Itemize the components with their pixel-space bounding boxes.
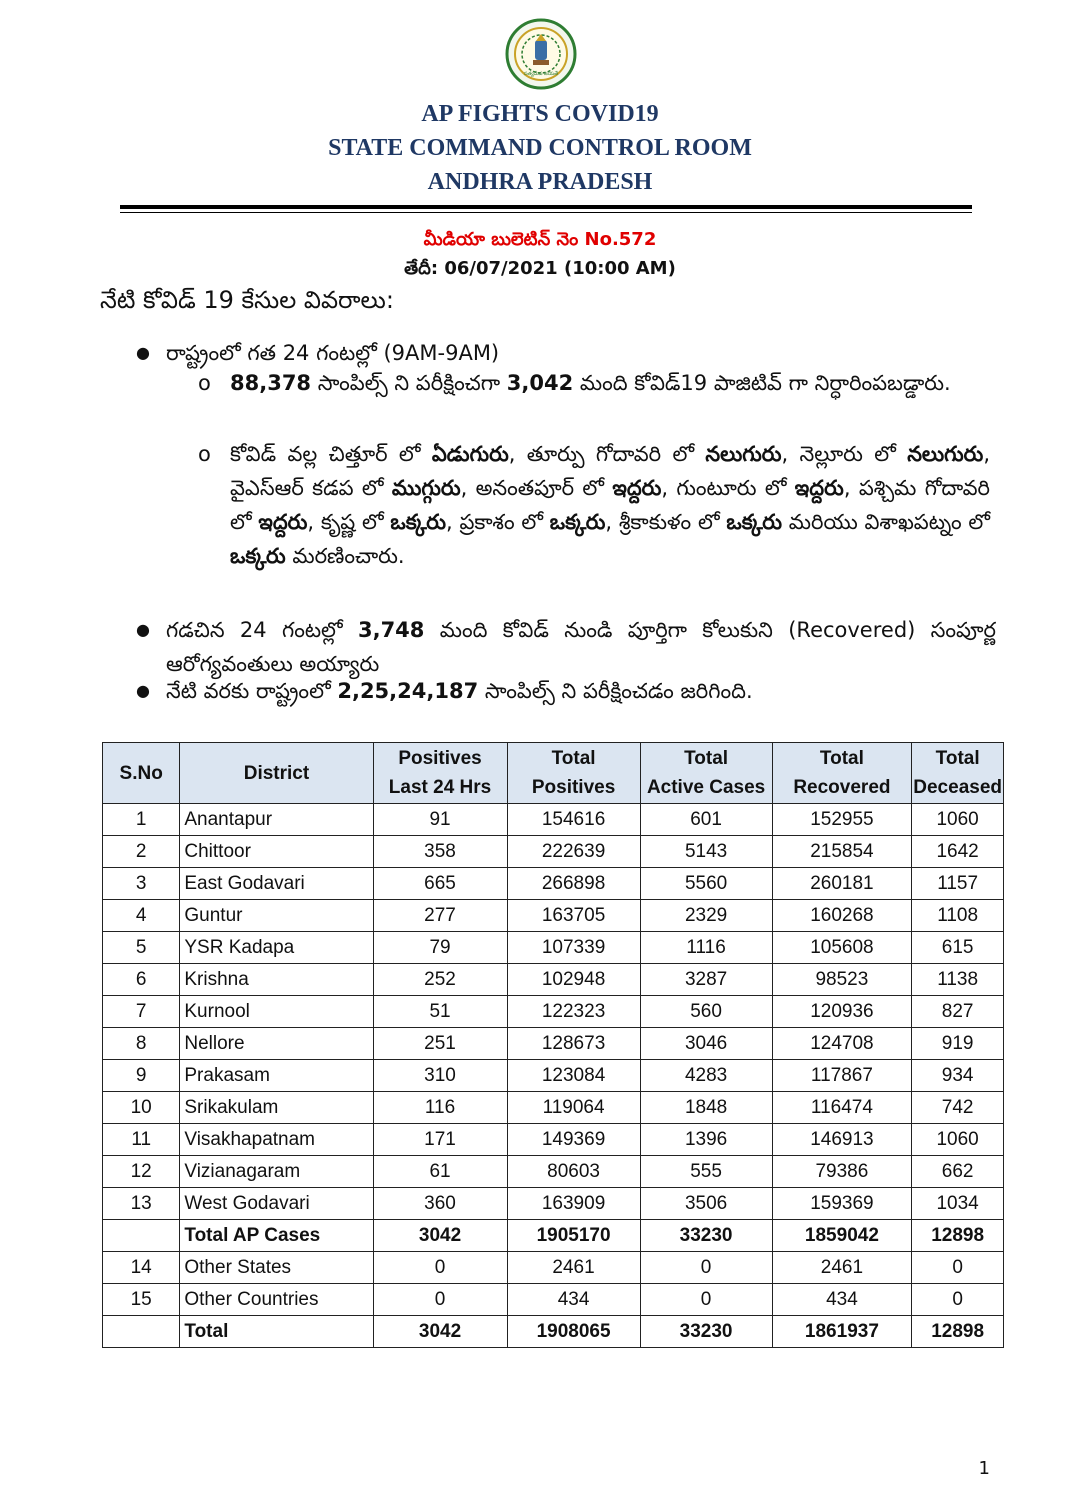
cell-ac: 5143: [640, 836, 772, 868]
table-row: [103, 1028, 1004, 1060]
table-row: [103, 996, 1004, 1028]
header-line: Total: [684, 748, 729, 769]
cell-sno: 15: [103, 1284, 180, 1316]
date-label: తేదీ: [404, 258, 431, 279]
cell-rc: 159369: [772, 1188, 912, 1220]
header-line: Positives: [531, 777, 616, 798]
sub-bullet-samples: [198, 366, 990, 400]
total-samples-count: 2,25,24,187: [337, 679, 479, 703]
cell-ac: 3506: [640, 1188, 772, 1220]
cell-district: Guntur: [180, 900, 373, 932]
cell-rc: 1861937: [772, 1316, 912, 1348]
sub-text: , కృష్ణ లో: [307, 510, 391, 534]
bullet-text: సాంపిల్స్ ని పరీక్షించడం జరిగింది.: [478, 679, 753, 703]
cell-district: Visakhapatnam: [180, 1124, 373, 1156]
cell-rc: 79386: [772, 1156, 912, 1188]
death-count: ఏడుగురు: [431, 442, 509, 466]
table-row: [103, 804, 1004, 836]
bullet-24hrs: [136, 336, 996, 370]
cell-dc: 0: [912, 1252, 1004, 1284]
cell-tp: 2461: [507, 1252, 640, 1284]
cell-dc: 1138: [912, 964, 1004, 996]
cell-sno: [103, 1316, 180, 1348]
cell-rc: 146913: [772, 1124, 912, 1156]
cell-p24: 251: [373, 1028, 507, 1060]
cell-sno: 12: [103, 1156, 180, 1188]
cell-district: Total: [180, 1316, 373, 1348]
table-row: [103, 1284, 1004, 1316]
seal-motto: సత్యమేవ జయతే: [523, 71, 559, 77]
header-line: Active Cases: [646, 777, 766, 798]
col-recovered: [772, 743, 912, 804]
cell-district: Prakasam: [180, 1060, 373, 1092]
death-count: ముగ్గురు: [391, 476, 461, 500]
cell-dc: 1642: [912, 836, 1004, 868]
cell-sno: 3: [103, 868, 180, 900]
bullet-text: గడచిన 24 గంటల్లో: [166, 618, 358, 642]
cell-ac: 3046: [640, 1028, 772, 1060]
header-rule-thin: [120, 212, 972, 213]
col-deceased: [912, 743, 1004, 804]
bulletin-date: [0, 258, 1080, 283]
header-line: Total: [935, 748, 980, 769]
bullet-text: నేటి వరకు రాష్ట్రంలో: [166, 679, 338, 703]
cell-rc: 1859042: [772, 1220, 912, 1252]
cell-ac: 3287: [640, 964, 772, 996]
cell-p24: 358: [373, 836, 507, 868]
cell-p24: 310: [373, 1060, 507, 1092]
cell-district: Krishna: [180, 964, 373, 996]
ap-government-seal: [505, 18, 577, 90]
cell-dc: 12898: [912, 1220, 1004, 1252]
cell-dc: 12898: [912, 1316, 1004, 1348]
col-active-cases: [640, 743, 772, 804]
cell-district: Other Countries: [180, 1284, 373, 1316]
cell-ac: 0: [640, 1284, 772, 1316]
cell-sno: 9: [103, 1060, 180, 1092]
cell-ac: 1848: [640, 1092, 772, 1124]
death-count: ఇద్దరు: [794, 476, 844, 500]
header-line: Recovered: [793, 777, 891, 798]
cell-p24: 61: [373, 1156, 507, 1188]
cell-tp: 107339: [507, 932, 640, 964]
bullet-text: రాష్ట్రంలో గత 24 గంటల్లో (9AM-9AM): [166, 341, 500, 365]
cell-p24: 277: [373, 900, 507, 932]
col-sno: S.No: [103, 743, 180, 804]
cell-tp: 128673: [507, 1028, 640, 1060]
sub-bullet-deaths: [198, 437, 991, 573]
cell-tp: 123084: [507, 1060, 640, 1092]
cell-tp: 80603: [507, 1156, 640, 1188]
district-cases-table: [102, 742, 1004, 1348]
cell-dc: 615: [912, 932, 1004, 964]
cell-dc: 919: [912, 1028, 1004, 1060]
cell-ac: 555: [640, 1156, 772, 1188]
cell-rc: 160268: [772, 900, 912, 932]
cell-sno: 4: [103, 900, 180, 932]
cell-dc: 1034: [912, 1188, 1004, 1220]
cell-dc: 1060: [912, 1124, 1004, 1156]
cell-rc: 215854: [772, 836, 912, 868]
cell-sno: [103, 1220, 180, 1252]
cell-p24: 0: [373, 1284, 507, 1316]
bullet-recovered: [136, 613, 996, 681]
sub-text: మరియు విశాఖపట్నం లో: [782, 510, 991, 534]
sub-text: , వైఎస్ఆర్ కడప లో: [230, 442, 990, 500]
cell-tp: 119064: [507, 1092, 640, 1124]
cell-rc: 117867: [772, 1060, 912, 1092]
cell-dc: 1108: [912, 900, 1004, 932]
cell-p24: 51: [373, 996, 507, 1028]
bulletin-title: మీడియా బులెటిన్ నెం No.572: [423, 229, 657, 250]
cell-ac: 560: [640, 996, 772, 1028]
death-count: ఒక్కరు: [726, 510, 783, 534]
sub-text: సాంపిల్స్ ని పరీక్షించగా: [311, 371, 507, 395]
cell-rc: 98523: [772, 964, 912, 996]
table-header-row: [103, 743, 1004, 804]
cell-tp: 266898: [507, 868, 640, 900]
cell-p24: 3042: [373, 1220, 507, 1252]
bullet-text: మంది కోవిడ్ నుండి పూర్తిగా కోలుకుని (Recovered) సంపూర్ణ ఆరోగ్యవంతులు అయ్యారు: [166, 618, 996, 676]
cell-p24: 3042: [373, 1316, 507, 1348]
cell-rc: 2461: [772, 1252, 912, 1284]
death-count: ఒక్కరు: [549, 510, 606, 534]
table-row: [103, 1092, 1004, 1124]
sub-text: , తూర్పు గోదావరి లో: [508, 442, 706, 466]
col-district: District: [180, 743, 373, 804]
bullet-dot-icon: ●: [136, 620, 150, 639]
cell-tp: 1908065: [507, 1316, 640, 1348]
cell-ac: 5560: [640, 868, 772, 900]
death-count: నలుగురు: [907, 442, 984, 466]
table-row: [103, 1124, 1004, 1156]
cell-dc: 742: [912, 1092, 1004, 1124]
table-row: [103, 964, 1004, 996]
header-line: Total: [551, 748, 596, 769]
samples-count: 88,378: [230, 371, 312, 395]
cell-p24: 79: [373, 932, 507, 964]
cell-rc: 120936: [772, 996, 912, 1028]
sub-text: , ప్రకాశం లో: [446, 510, 550, 534]
cell-sno: 2: [103, 836, 180, 868]
cell-ac: 33230: [640, 1316, 772, 1348]
cell-dc: 934: [912, 1060, 1004, 1092]
cell-p24: 171: [373, 1124, 507, 1156]
sub-text: , అనంతపూర్ లో: [460, 476, 613, 500]
cell-tp: 222639: [507, 836, 640, 868]
sub-text: కోవిడ్ వల్ల చిత్తూర్ లో: [230, 442, 432, 466]
cell-tp: 154616: [507, 804, 640, 836]
cell-dc: 1060: [912, 804, 1004, 836]
death-count: ఒక్కరు: [230, 544, 286, 568]
sub-text: , పశ్చిమ గోదావరి లో: [230, 476, 990, 534]
cell-tp: 434: [507, 1284, 640, 1316]
header-rule: [120, 205, 972, 209]
sub-text: , నెల్లూరు లో: [781, 442, 908, 466]
bullet-dot-icon: ●: [136, 681, 150, 700]
cell-sno: 8: [103, 1028, 180, 1060]
cell-ac: 1116: [640, 932, 772, 964]
cell-tp: 163705: [507, 900, 640, 932]
sub-bullet-marker: o: [198, 442, 211, 466]
death-count: నలుగురు: [705, 442, 782, 466]
bullet-dot-icon: ●: [136, 343, 150, 362]
sub-text: , శ్రీకాకుళం లో: [605, 510, 727, 534]
header-line-3: ANDHRA PRADESH: [427, 169, 653, 195]
sub-bullet-marker: o: [198, 371, 211, 395]
cell-district: Kurnool: [180, 996, 373, 1028]
cell-rc: 124708: [772, 1028, 912, 1060]
table-row: [103, 1252, 1004, 1284]
bullet-samples-total: [136, 674, 996, 708]
cell-district: Anantapur: [180, 804, 373, 836]
section-heading: నేటి కోవిడ్ 19 కేసుల వివరాలు:: [100, 286, 394, 314]
cell-dc: 1157: [912, 868, 1004, 900]
cell-p24: 91: [373, 804, 507, 836]
cell-district: Total AP Cases: [180, 1220, 373, 1252]
cell-sno: 10: [103, 1092, 180, 1124]
cell-district: Chittoor: [180, 836, 373, 868]
cell-rc: 105608: [772, 932, 912, 964]
cell-dc: 0: [912, 1284, 1004, 1316]
cell-tp: 1905170: [507, 1220, 640, 1252]
positives-count: 3,042: [506, 371, 574, 395]
cell-tp: 149369: [507, 1124, 640, 1156]
page-number: 1: [978, 1458, 990, 1479]
cell-tp: 102948: [507, 964, 640, 996]
cell-district: Nellore: [180, 1028, 373, 1060]
sub-text: మరణించారు.: [285, 544, 405, 568]
cell-p24: 252: [373, 964, 507, 996]
sub-text: మంది కోవిడ్19 పాజిటివ్ గా నిర్ధారింపబడ్డారు.: [573, 371, 951, 395]
cell-district: East Godavari: [180, 868, 373, 900]
cell-sno: 1: [103, 804, 180, 836]
cell-ac: 601: [640, 804, 772, 836]
recovered-count: 3,748: [357, 618, 425, 642]
cell-dc: 827: [912, 996, 1004, 1028]
cell-district: Srikakulam: [180, 1092, 373, 1124]
cell-p24: 116: [373, 1092, 507, 1124]
cell-ac: 0: [640, 1252, 772, 1284]
cell-p24: 665: [373, 868, 507, 900]
death-count: ఇద్దరు: [612, 476, 662, 500]
cell-sno: 5: [103, 932, 180, 964]
cell-tp: 122323: [507, 996, 640, 1028]
header-line: Deceased: [913, 777, 1002, 798]
header-line: Total: [819, 748, 864, 769]
col-positives-24h: [373, 743, 507, 804]
cell-sno: 11: [103, 1124, 180, 1156]
table-row: [103, 1220, 1004, 1252]
date-value: : 06/07/2021 (10:00 AM): [430, 258, 676, 279]
header-line: Last 24 Hrs: [388, 777, 492, 798]
cell-dc: 662: [912, 1156, 1004, 1188]
table-row: [103, 932, 1004, 964]
cell-tp: 163909: [507, 1188, 640, 1220]
table-row: [103, 836, 1004, 868]
table-row: [103, 868, 1004, 900]
header-line-1: AP FIGHTS COVID19: [421, 101, 659, 127]
cell-rc: 434: [772, 1284, 912, 1316]
cell-ac: 2329: [640, 900, 772, 932]
cell-district: Other States: [180, 1252, 373, 1284]
cell-district: West Godavari: [180, 1188, 373, 1220]
col-total-positives: [507, 743, 640, 804]
cell-ac: 1396: [640, 1124, 772, 1156]
header-line-2: STATE COMMAND CONTROL ROOM: [328, 135, 752, 161]
cell-sno: 6: [103, 964, 180, 996]
cell-ac: 4283: [640, 1060, 772, 1092]
header-line: Positives: [398, 748, 482, 769]
cell-ac: 33230: [640, 1220, 772, 1252]
cell-district: Vizianagaram: [180, 1156, 373, 1188]
sub-text: , గుంటూరు లో: [661, 476, 795, 500]
death-count: ఒక్కరు: [390, 510, 447, 534]
table-row: [103, 1060, 1004, 1092]
cell-rc: 260181: [772, 868, 912, 900]
cell-rc: 152955: [772, 804, 912, 836]
cell-sno: 14: [103, 1252, 180, 1284]
cell-p24: 360: [373, 1188, 507, 1220]
table-row: [103, 1188, 1004, 1220]
death-count: ఇద్దరు: [258, 510, 308, 534]
cell-district: YSR Kadapa: [180, 932, 373, 964]
table-row: [103, 1316, 1004, 1348]
cell-p24: 0: [373, 1252, 507, 1284]
cell-rc: 116474: [772, 1092, 912, 1124]
table-row: [103, 900, 1004, 932]
cell-sno: 13: [103, 1188, 180, 1220]
table-row: [103, 1156, 1004, 1188]
cell-sno: 7: [103, 996, 180, 1028]
